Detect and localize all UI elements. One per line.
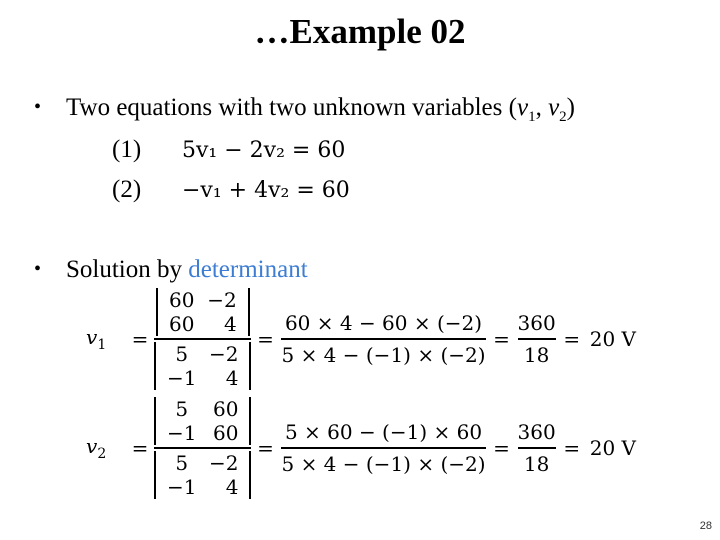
simplified-fraction [516, 418, 558, 478]
page-number: 28 [699, 520, 712, 532]
equals-sign: = [493, 436, 510, 460]
fraction-bar [281, 447, 485, 449]
simplified-denominator: 18 [523, 343, 550, 367]
subscript: 2 [559, 109, 567, 125]
bullet-text: Solution by [66, 256, 189, 283]
equals-sign: = [131, 436, 149, 460]
fraction-bar [154, 447, 251, 449]
equals-sign: = [563, 436, 581, 460]
equals-sign: = [131, 327, 149, 351]
bullet-determinant-intro [34, 256, 308, 284]
separator: , [535, 94, 549, 121]
simplified-numerator: 360 [517, 311, 556, 335]
solution-result: 20 V [589, 327, 636, 351]
equals-sign: = [493, 327, 510, 351]
expanded-fraction [279, 418, 487, 478]
solution-v2 [86, 396, 636, 500]
var-v: v [548, 94, 560, 121]
equation-expression: 5v₁ − 2v₂ = 60 [182, 138, 346, 163]
bullet-dot: • [34, 96, 42, 118]
fraction-bar [154, 338, 251, 340]
simplified-numerator: 360 [517, 420, 556, 444]
equals-sign: = [257, 436, 274, 460]
determinant-fraction [154, 287, 251, 391]
bullet-text: Two equations with two unknown variables ( [66, 94, 517, 121]
bullet-equations-intro [34, 94, 575, 126]
subscript: 1 [528, 109, 536, 125]
bullet-dot: • [34, 258, 42, 280]
solution-v1 [86, 287, 636, 391]
equation-number: (2) [112, 176, 142, 203]
denominator-determinant: 5 −2 −1 4 [154, 342, 251, 390]
paren-close: ) [566, 94, 575, 121]
equation-2 [112, 176, 350, 204]
slide-title: …Example 02 [254, 12, 466, 51]
fraction-bar [281, 338, 485, 340]
equals-sign: = [563, 327, 581, 351]
numerator-determinant: 60 −2 60 4 [156, 288, 250, 336]
expanded-numerator: 5 × 60 − (−1) × 60 [284, 420, 483, 444]
equation-expression: −v₁ + 4v₂ = 60 [182, 178, 350, 203]
determinant-fraction [154, 396, 251, 500]
accent-word: determinant [188, 256, 308, 283]
expanded-denominator: 5 × 4 − (−1) × (−2) [281, 452, 486, 476]
expanded-fraction [279, 309, 487, 369]
solution-result: 20 V [589, 436, 636, 460]
denominator-determinant: 5 −2 −1 4 [154, 451, 251, 499]
expanded-denominator: 5 × 4 − (−1) × (−2) [281, 343, 486, 367]
solution-variable: $v_1$ [86, 325, 107, 353]
solution-variable: $v_2$ [86, 434, 107, 462]
var-v: v [516, 94, 529, 121]
equation-number: (1) [112, 136, 142, 163]
simplified-fraction [516, 309, 558, 369]
equation-1 [112, 136, 345, 164]
simplified-denominator: 18 [523, 452, 550, 476]
numerator-determinant: 5 60 −1 60 [154, 397, 251, 445]
fraction-bar [518, 447, 556, 449]
fraction-bar [518, 338, 556, 340]
expanded-numerator: 60 × 4 − 60 × (−2) [284, 311, 483, 335]
equals-sign: = [257, 327, 274, 351]
